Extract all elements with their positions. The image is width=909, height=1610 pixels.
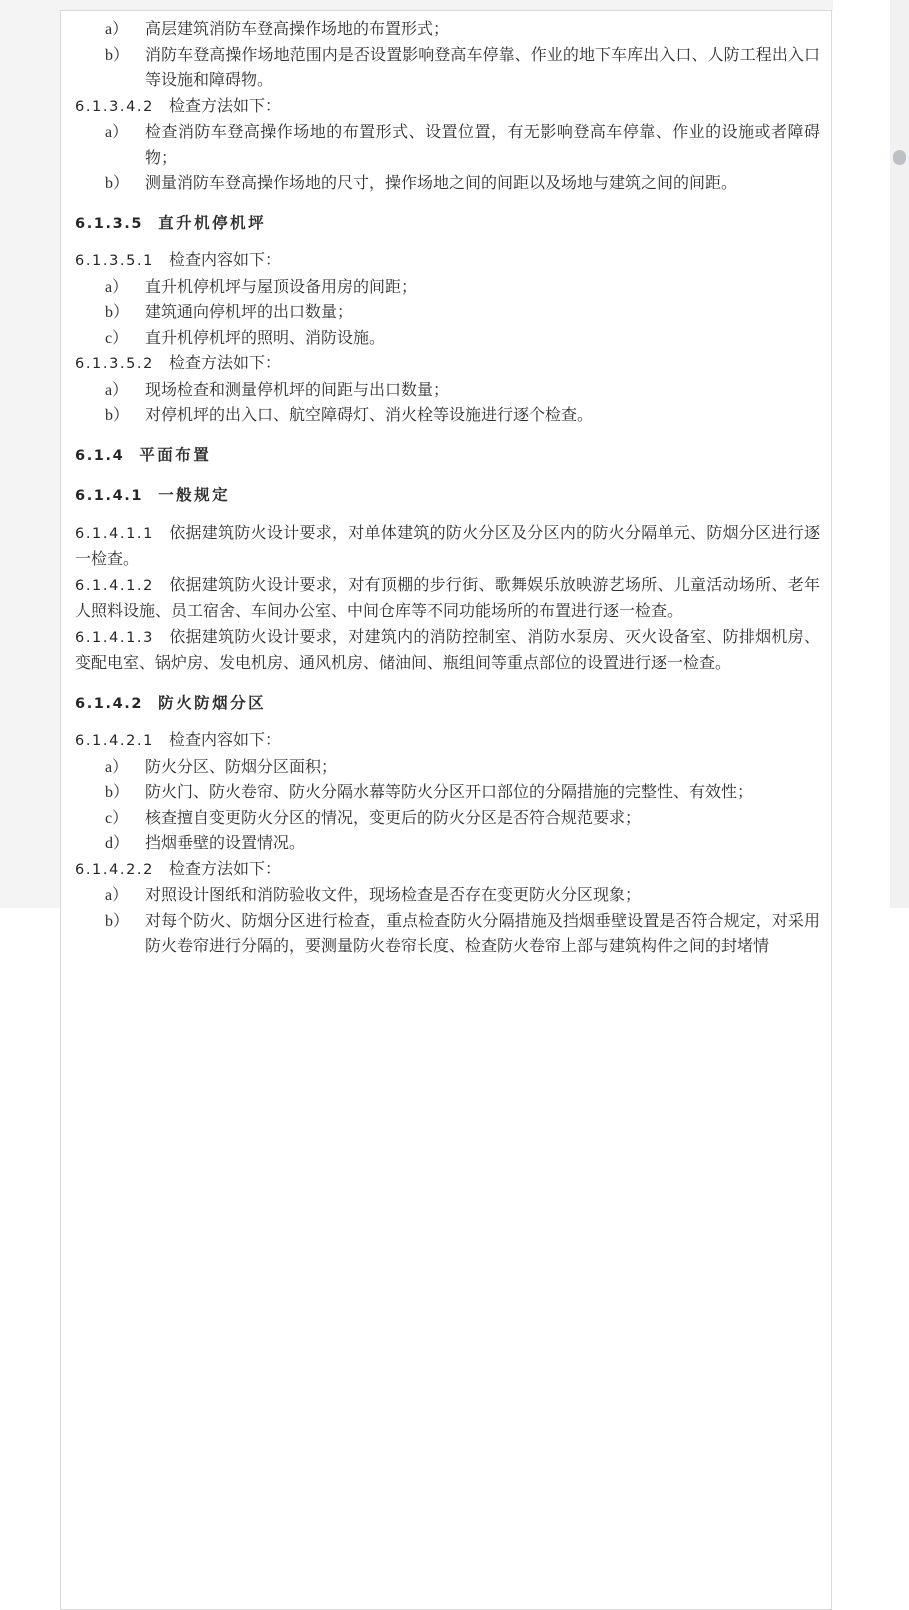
clause-number: 6.1.3.4.2 — [75, 98, 154, 115]
list-item-marker: a） — [105, 887, 129, 904]
clause-number: 6.1.4.1.2 — [75, 577, 154, 594]
list-item — [105, 120, 820, 171]
clause-number: 6.1.4.2 — [75, 695, 144, 712]
list-item-text: 挡烟垂壁的设置情况。 — [145, 835, 306, 852]
list-item — [105, 326, 820, 352]
list-item — [105, 806, 820, 832]
clause-paragraph — [75, 728, 820, 755]
section-heading — [75, 690, 820, 718]
list-item-marker: a） — [105, 278, 129, 296]
list-item — [105, 780, 820, 806]
list-item-marker: a） — [105, 21, 129, 38]
scrollbar-track[interactable] — [890, 0, 909, 908]
list-item — [105, 43, 820, 94]
list-item-marker: b） — [105, 407, 130, 424]
list-item — [105, 171, 820, 197]
clause-paragraph — [75, 573, 820, 625]
clause-text: 检查内容如下： — [168, 252, 281, 269]
document-content — [75, 17, 820, 960]
list-item-text: 消防车登高操作场地范围内是否设置影响登高车停靠、作业的地下车库出入口、人防工程出入口等设施和障碍物。 — [145, 46, 820, 89]
list-item-marker: a） — [105, 124, 129, 141]
list-item-text: 对停机坪的出入口、航空障碍灯、消火栓等设施进行逐个检查。 — [145, 407, 594, 424]
clause-number: 6.1.4.1 — [75, 488, 144, 504]
list-item-text: 高层建筑消防车登高操作场地的布置形式； — [145, 21, 450, 38]
clause-number: 6.1.4 — [75, 447, 125, 464]
list-item-marker: c） — [105, 809, 129, 827]
clause-text: 依据建筑防火设计要求，对建筑内的消防控制室、消防水泵房、灭火设备室、防排烟机房、变配电室、锅炉房、发电机房、通风机房、储油间、瓶组间等重点部位的设置进行逐一检查。 — [75, 628, 820, 672]
clause-number: 6.1.3.5.1 — [75, 253, 154, 269]
clause-text: 检查内容如下： — [168, 732, 281, 749]
list-item-text: 防火分区、防烟分区面积； — [145, 758, 338, 776]
list-item — [105, 883, 820, 909]
clause-paragraph — [75, 351, 820, 378]
list-item-text: 建筑通向停机坪的出口数量； — [145, 304, 354, 321]
list-item-marker: b） — [105, 912, 130, 930]
list-item-text: 核查擅自变更防火分区的情况，变更后的防火分区是否符合规范要求； — [145, 809, 642, 827]
list-item-marker: b） — [105, 46, 130, 64]
clause-paragraph — [75, 625, 820, 677]
list-item-text: 对照设计图纸和消防验收文件，现场检查是否存在变更防火分区现象； — [145, 887, 642, 904]
list-item-marker: d） — [105, 835, 130, 852]
list-item-text: 直升机停机坪的照明、消防设施。 — [145, 329, 386, 347]
list-item-text: 现场检查和测量停机坪的间距与出口数量； — [145, 381, 450, 399]
clause-number: 6.1.4.1.1 — [75, 525, 154, 542]
list-item-marker: b） — [105, 175, 130, 192]
list-item — [105, 300, 820, 326]
list-item — [105, 275, 820, 301]
list-item-text: 直升机停机坪与屋顶设备用房的间距； — [145, 278, 418, 296]
list-item-marker: b） — [105, 784, 130, 801]
section-heading-text: 直升机停机坪 — [158, 213, 267, 232]
clause-paragraph — [75, 521, 820, 573]
scrollbar-thumb-icon[interactable] — [893, 150, 906, 165]
list-item — [105, 403, 820, 429]
clause-paragraph — [75, 857, 820, 884]
section-heading — [75, 482, 820, 510]
list-item-marker: a） — [105, 758, 129, 776]
list-item-marker: a） — [105, 381, 129, 399]
section-heading — [75, 442, 820, 470]
list-item — [105, 909, 820, 960]
viewer-canvas-left-margin — [0, 0, 60, 908]
clause-text: 检查方法如下： — [168, 355, 281, 372]
list-item — [105, 378, 820, 404]
viewer-canvas-top-margin — [60, 0, 833, 10]
clause-number: 6.1.3.5.2 — [75, 356, 154, 372]
clause-text: 依据建筑防火设计要求，对有顶棚的步行街、歌舞娱乐放映游艺场所、儿童活动场所、老年人照料设施、员工宿舍、车间办公室、中间仓库等不同功能场所的布置进行逐一检查。 — [75, 576, 820, 620]
list-item-text: 防火门、防火卷帘、防火分隔水幕等防火分区开口部位的分隔措施的完整性、有效性； — [145, 784, 754, 801]
document-page — [60, 10, 832, 1610]
clause-number: 6.1.4.2.2 — [75, 861, 154, 878]
section-heading — [75, 210, 820, 238]
list-item-text: 对每个防火、防烟分区进行检查，重点检查防火分隔措施及挡烟垂壁设置是否符合规定，对采用防火卷帘进行分隔的，要测量防火卷帘长度、检查防火卷帘上部与建筑构件之间的封堵情 — [145, 912, 820, 955]
list-item-marker: c） — [105, 329, 129, 347]
list-item-text: 测量消防车登高操作场地的尺寸，操作场地之间的间距以及场地与建筑之间的间距。 — [145, 175, 738, 192]
clause-paragraph — [75, 248, 820, 275]
clause-text: 检查方法如下： — [168, 97, 281, 115]
list-item-marker: b） — [105, 304, 130, 321]
clause-text: 依据建筑防火设计要求，对单体建筑的防火分区及分区内的防火分隔单元、防烟分区进行逐一检查。 — [75, 524, 820, 568]
clause-number: 6.1.3.5 — [75, 215, 144, 232]
list-item — [105, 755, 820, 781]
list-item — [105, 17, 820, 43]
clause-paragraph — [75, 94, 820, 121]
list-item-text: 检查消防车登高操作场地的布置形式、设置位置，有无影响登高车停靠、作业的设施或者障碍物； — [145, 124, 820, 167]
section-heading-text: 防火防烟分区 — [158, 693, 267, 712]
section-heading-text: 平面布置 — [139, 445, 212, 464]
clause-number: 6.1.4.1.3 — [75, 629, 154, 646]
list-item — [105, 831, 820, 857]
clause-number: 6.1.4.2.1 — [75, 733, 154, 749]
clause-text: 检查方法如下： — [168, 860, 281, 878]
section-heading-text: 一般规定 — [158, 486, 231, 504]
